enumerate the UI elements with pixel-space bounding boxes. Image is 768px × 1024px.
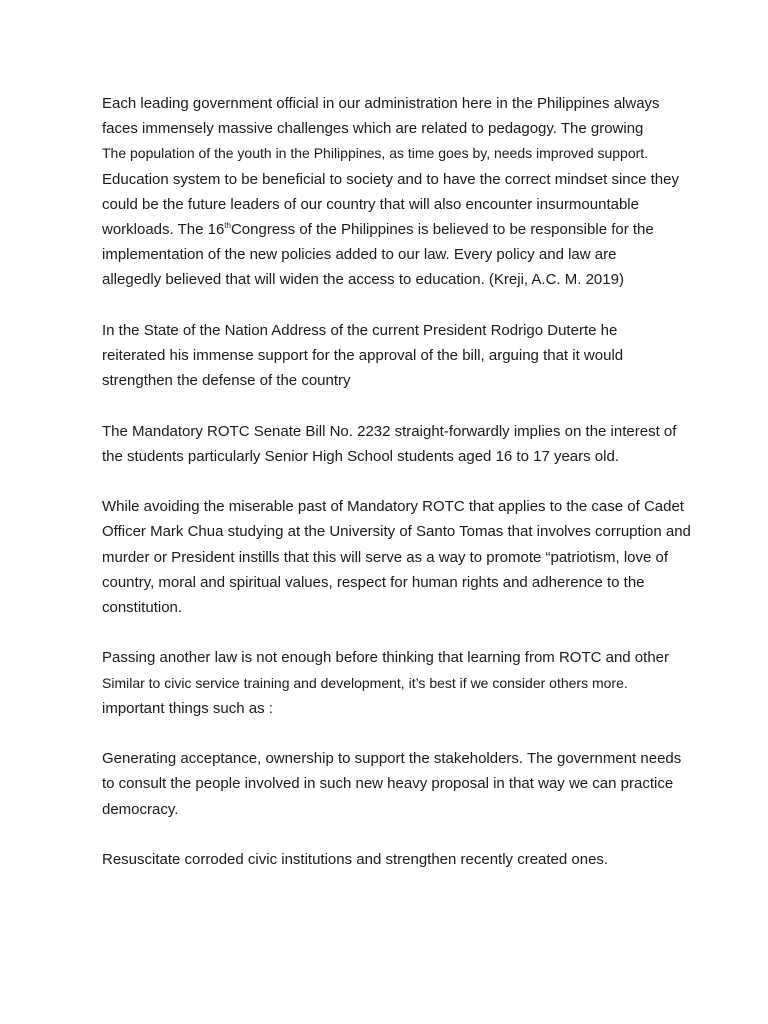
- text-line: Officer Mark Chua studying at the University of Santo Tomas that involves corruption and: [102, 523, 691, 541]
- paragraph-resuscitate: [102, 847, 727, 872]
- text-line: reiterated his immense support for the approval of the bill, arguing that it would: [102, 347, 624, 365]
- paragraph-rotc-past: [102, 494, 727, 620]
- text-line: While avoiding the miserable past of Mandatory ROTC that applies to the case of Cadet: [102, 498, 684, 516]
- text-line: could be the future leaders of our country that will also encounter insurmountable: [102, 195, 639, 213]
- text-line: In the State of the Nation Address of the current President Rodrigo Duterte he: [102, 321, 618, 339]
- text-line: Passing another law is not enough before thinking that learning from ROTC and other: [102, 649, 669, 667]
- text-line: Similar to civic service training and development, it’s best if we consider others more.: [102, 674, 628, 691]
- text-line: democracy.: [102, 800, 179, 818]
- text-line: The Mandatory ROTC Senate Bill No. 2232 straight-forwardly implies on the interest of: [102, 422, 677, 440]
- text-line: faces immensely massive challenges which are related to pedagogy. The growing: [102, 120, 644, 138]
- text-line: constitution.: [102, 599, 183, 617]
- paragraph-sona: [102, 318, 727, 394]
- text-line: Education system to be beneficial to society and to have the correct mindset since they: [102, 170, 679, 188]
- text-line: to consult the people involved in such new heavy proposal in that way we can practice: [102, 775, 674, 793]
- text-line: the students particularly Senior High School students aged 16 to 17 years old.: [102, 447, 619, 465]
- text-line: allegedly believed that will widen the access to education. (Kreji, A.C. M. 2019): [102, 271, 624, 289]
- text-line: [102, 217, 727, 242]
- ordinal-superscript: th: [224, 221, 231, 231]
- text-line: Resuscitate corroded civic institutions and strengthen recently created ones.: [102, 851, 609, 868]
- text-line: important things such as :: [102, 699, 273, 717]
- paragraph-senate-bill: [102, 419, 727, 469]
- text-fragment: Congress of the Philippines is believed to be responsible for the: [230, 221, 654, 239]
- text-line: Generating acceptance, ownership to support the stakeholders. The government needs: [102, 750, 682, 768]
- text-fragment: workloads. The 16: [102, 221, 225, 239]
- document-page: [102, 91, 727, 897]
- paragraph-generating-acceptance: [102, 746, 727, 822]
- paragraph-education-challenges: [102, 91, 727, 293]
- text-line: strengthen the defense of the country: [102, 372, 351, 390]
- text-line: country, moral and spiritual values, respect for human rights and adherence to the: [102, 573, 645, 591]
- text-line: implementation of the new policies added to our law. Every policy and law are: [102, 246, 617, 264]
- paragraph-passing-law: [102, 645, 727, 721]
- text-line: The population of the youth in the Philippines, as time goes by, needs improved support.: [102, 145, 649, 162]
- text-line: Each leading government official in our administration here in the Philippines always: [102, 95, 660, 112]
- text-line: murder or President instills that this will serve as a way to promote “patriotism, love of: [102, 548, 669, 566]
